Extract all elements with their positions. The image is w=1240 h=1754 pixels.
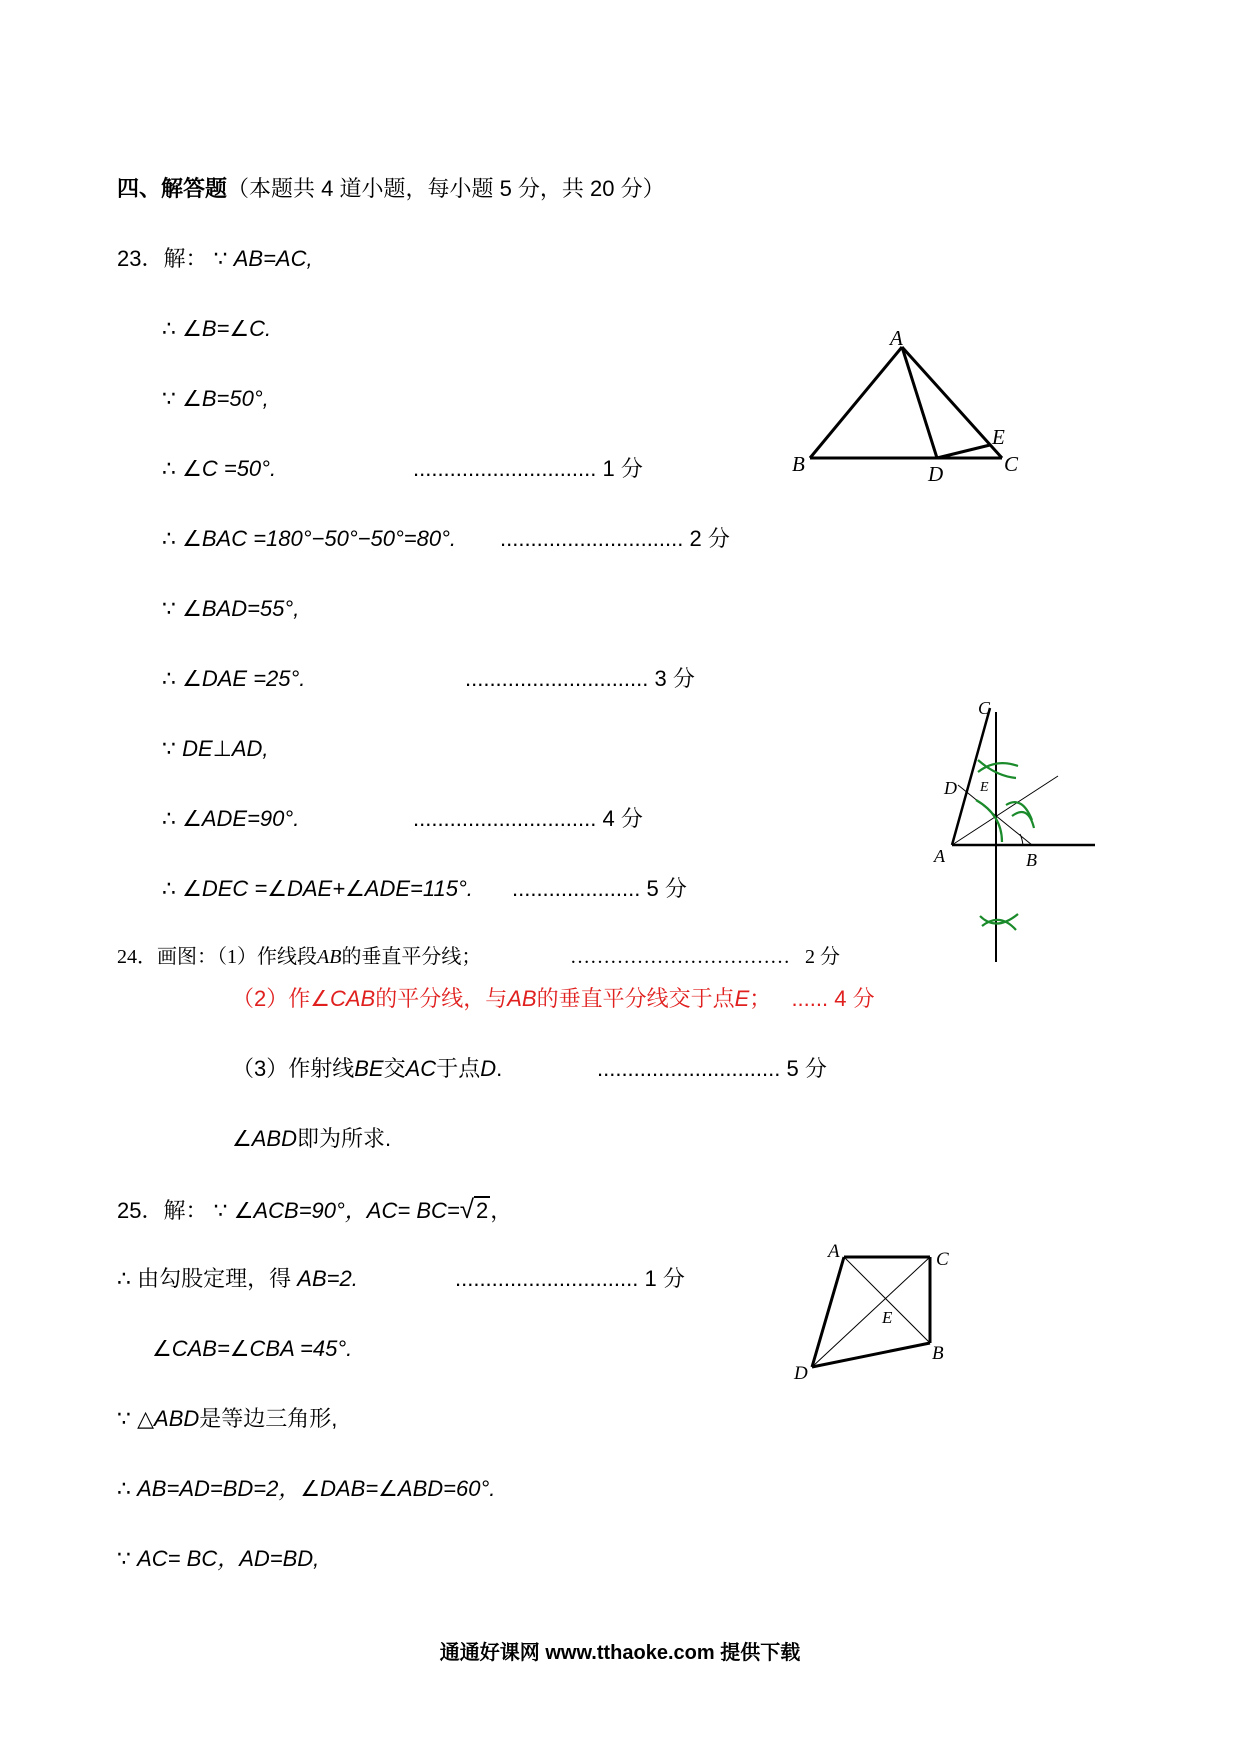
q23-expr: ∠BAD=55°,: [182, 596, 300, 621]
q23-step: [162, 596, 299, 622]
q24-step1-text: 的垂直平分线；: [341, 946, 482, 968]
expr: AC= BC，AD=BD,: [137, 1546, 320, 1571]
q25-step: [117, 1406, 337, 1432]
q23-symbol: ∵: [162, 596, 176, 621]
text: .: [496, 1056, 503, 1081]
edge-ab: [810, 347, 902, 458]
q23-triangle-figure: [790, 325, 1040, 485]
score: 3 分: [654, 666, 695, 691]
q25-step: [117, 1546, 319, 1572]
q23-symbol: ∴: [162, 806, 176, 831]
q23-score-4: [413, 806, 643, 832]
label-e: E: [882, 1308, 893, 1327]
segment: AC: [405, 1056, 437, 1081]
text: 的平分线，与: [375, 986, 508, 1011]
arc: [1006, 802, 1032, 820]
q25-step: [117, 1476, 495, 1502]
edge-da: [812, 1257, 844, 1367]
label-d: D: [944, 778, 957, 798]
ray: BE: [354, 1056, 384, 1081]
q23-symbol: ∴: [162, 316, 176, 341]
q24-score-3: [597, 1056, 827, 1082]
label-a: A: [890, 326, 903, 350]
q23-step: [162, 526, 456, 552]
q25-first-line: [117, 1196, 512, 1224]
text: 是等边三角形,: [199, 1406, 338, 1431]
edge-ac: [902, 347, 1002, 458]
label-c: C: [1004, 452, 1019, 476]
q23-step: [162, 316, 271, 342]
q23-symbol: ∵: [213, 246, 228, 271]
symbol: ∵: [117, 1546, 131, 1571]
score: 2 分: [689, 526, 730, 551]
text: 即为所求.: [296, 1126, 392, 1151]
q25-quadrilateral-figure: [790, 1235, 970, 1395]
q23-label: 23．解：: [117, 246, 208, 271]
q23-expr: ∠B=∠C.: [182, 316, 272, 341]
label-b: B: [792, 452, 805, 476]
score: 4 分: [602, 806, 643, 831]
q23-expr: ∠DEC =∠DAE+∠ADE=115°.: [182, 876, 473, 901]
q23-step: [162, 736, 269, 762]
expr: ∠ACB=90°，AC= BC=: [233, 1198, 460, 1223]
symbol: ∴: [117, 1476, 131, 1501]
expr: AB=AD=BD=2，∠DAB=∠ABD=60°.: [137, 1476, 496, 1501]
radical-sign: √: [459, 1194, 475, 1224]
segment: AB: [507, 986, 537, 1011]
angle-mark: [1020, 834, 1023, 845]
q23-score-1: [413, 456, 643, 482]
section-heading: [117, 176, 665, 202]
leader-dots: .....................: [512, 876, 641, 901]
leader-dots: ..............................: [500, 526, 684, 551]
segment-ad: [902, 347, 937, 458]
q24-first-line: [117, 944, 481, 970]
q25-step: [117, 1266, 358, 1292]
q23-step: [162, 666, 305, 692]
angle: ∠CAB: [310, 986, 376, 1011]
q25-label: 25．解：: [117, 1198, 208, 1223]
text: ，: [490, 1198, 513, 1223]
q23-expr: ∠C =50°.: [182, 456, 277, 481]
label-c: C: [978, 698, 991, 718]
score: 2 分: [805, 946, 840, 968]
text: 由勾股定理，得: [137, 1266, 292, 1291]
q24-conclusion: [232, 1126, 391, 1152]
symbol: ∴: [117, 1266, 131, 1291]
symbol: ∵: [213, 1198, 228, 1223]
score: 1 分: [602, 456, 643, 481]
sqrt-expression: [460, 1196, 491, 1224]
q24-segment: AB: [317, 946, 342, 968]
q24-step3: [232, 1056, 502, 1082]
q25-step: [152, 1336, 352, 1362]
diagonal-ab: [844, 1257, 930, 1343]
symbol: ∵: [117, 1406, 131, 1431]
label-c: C: [936, 1249, 949, 1270]
q23-symbol: ∴: [162, 456, 176, 481]
q23-symbol: ∴: [162, 526, 176, 551]
q23-expr: ∠DAE =25°.: [182, 666, 306, 691]
section-title: 四、解答题: [117, 176, 228, 201]
q24-label: 24．画图：（1）作线段: [117, 946, 317, 968]
q24-step2: [232, 986, 875, 1012]
q23-first-line: [117, 246, 313, 272]
leader-dots: ..............................: [455, 1266, 639, 1291]
label-d: D: [928, 462, 944, 486]
angle: ∠ABD: [232, 1126, 297, 1151]
expr: △ABD: [137, 1406, 200, 1431]
point: D: [480, 1056, 497, 1081]
leader-dots: ..............................: [597, 1056, 781, 1081]
score: 5 分: [786, 1056, 827, 1081]
q23-expr: AB=AC,: [233, 246, 313, 271]
arc: [1012, 812, 1034, 828]
text: 于点: [436, 1056, 481, 1081]
expr: ∠CAB=∠CBA =45°.: [152, 1336, 353, 1361]
segment-de: [937, 445, 990, 458]
score: 5 分: [646, 876, 687, 901]
leader-dots: ……………………………: [570, 946, 790, 968]
q23-score-5: [512, 876, 687, 902]
text: 的垂直平分线交于点: [536, 986, 735, 1011]
q23-symbol: ∵: [162, 736, 176, 761]
label-a: A: [828, 1241, 840, 1262]
edge-bd: [812, 1343, 930, 1367]
radicand: 2: [476, 1198, 489, 1223]
leader-dots: ..............................: [465, 666, 649, 691]
label-e: E: [992, 425, 1005, 449]
q23-expr: ∠BAC =180°−50°−50°=80°.: [182, 526, 457, 551]
q23-score-3: [465, 666, 695, 692]
q23-symbol: ∴: [162, 876, 176, 901]
text: （3）作射线: [232, 1056, 355, 1081]
q23-step: [162, 386, 269, 412]
point: E: [734, 986, 750, 1011]
q23-expr: ∠ADE=90°.: [182, 806, 300, 831]
text: （2）作: [232, 986, 311, 1011]
label-d: D: [794, 1363, 808, 1384]
q23-step: [162, 876, 473, 902]
q23-score-2: [500, 526, 730, 552]
label-b: B: [932, 1343, 944, 1364]
leader-dots: ..............................: [413, 806, 597, 831]
q23-symbol: ∵: [162, 386, 176, 411]
footer-text: 通通好课网 www.tthaoke.com 提供下载: [439, 1642, 801, 1664]
label-e: E: [980, 780, 989, 795]
leader-dots: ......: [791, 986, 829, 1011]
arc: [980, 914, 1018, 924]
q23-expr: ∠B=50°,: [182, 386, 269, 411]
q23-step: [162, 806, 299, 832]
expr: AB=2.: [297, 1266, 358, 1291]
q25-score-1: [455, 1266, 685, 1292]
label-a: A: [934, 846, 945, 866]
q24-score-1: [570, 944, 840, 970]
leader-dots: ..............................: [413, 456, 597, 481]
score: 1 分: [644, 1266, 685, 1291]
q23-symbol: ∴: [162, 666, 176, 691]
q23-expr: DE⊥AD,: [182, 736, 269, 761]
text: ；: [749, 986, 772, 1011]
q23-step: [162, 456, 276, 482]
score: 4 分: [834, 986, 875, 1011]
section-note: （本题共 4 道小题，每小题 5 分，共 20 分）: [227, 176, 665, 201]
label-b: B: [1026, 850, 1037, 870]
q24-construction-figure: [920, 700, 1100, 970]
diagonal-cd: [812, 1257, 930, 1367]
text: 交: [383, 1056, 406, 1081]
